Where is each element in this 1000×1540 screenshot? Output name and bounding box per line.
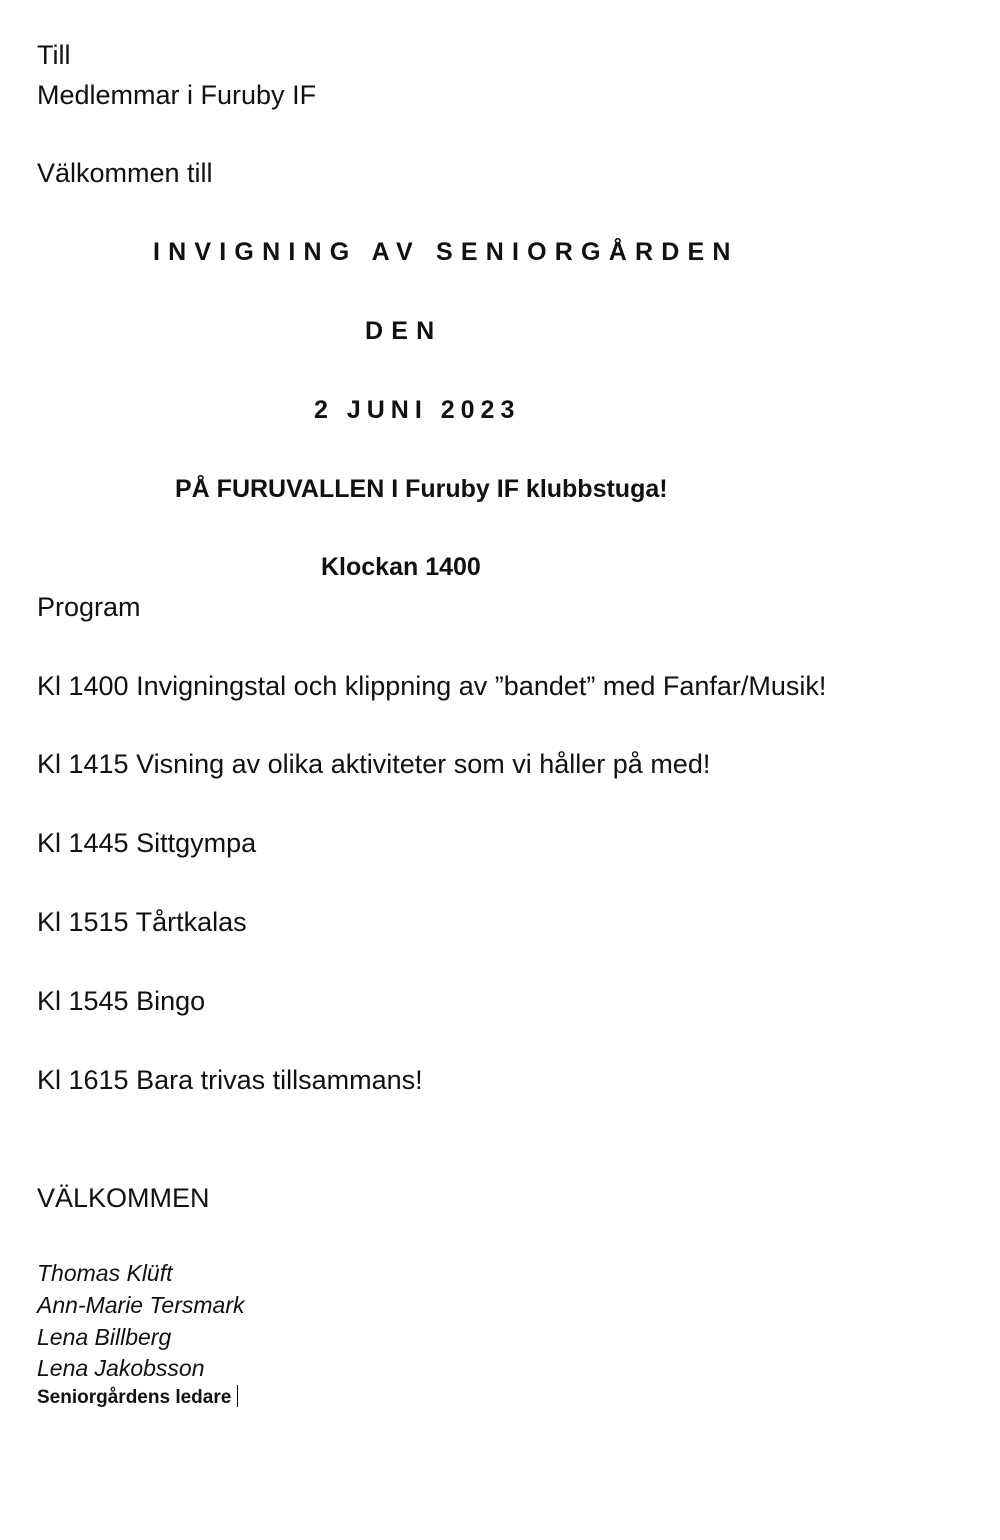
text-cursor <box>237 1385 238 1407</box>
welcome-intro: Välkommen till <box>37 158 213 188</box>
signature-name: Lena Billberg <box>37 1324 172 1350</box>
signature-name: Lena Jakobsson <box>37 1355 205 1381</box>
program-item: Kl 1400 Invigningstal och klippning av ”bandet” med Fanfar/Musik! <box>37 671 827 701</box>
program-item: Kl 1515 Tårtkalas <box>37 907 247 937</box>
event-place: PÅ FURUVALLEN I Furuby IF klubbstuga! <box>175 475 668 503</box>
event-date: 2 JUNI 2023 <box>314 396 521 424</box>
program-item: Kl 1415 Visning av olika aktiviteter som vi håller på med! <box>37 749 711 779</box>
signature-name: Thomas Klüft <box>37 1260 173 1286</box>
program-item: Kl 1615 Bara trivas tillsammans! <box>37 1065 423 1095</box>
event-time: Klockan 1400 <box>321 553 481 581</box>
event-title: INVIGNING AV SENIORGÅRDEN <box>153 238 739 266</box>
signature-role-text: Seniorgårdens ledare <box>37 1387 232 1408</box>
program-item: Kl 1445 Sittgympa <box>37 828 257 858</box>
closing-welcome: VÄLKOMMEN <box>37 1183 210 1213</box>
program-label: Program <box>37 592 141 622</box>
signature-name: Ann-Marie Tersmark <box>37 1292 245 1318</box>
program-item: Kl 1545 Bingo <box>37 986 206 1016</box>
signature-role <box>37 1385 238 1411</box>
recipient-line-1: Till <box>37 40 71 70</box>
recipient-line-2: Medlemmar i Furuby IF <box>37 80 317 110</box>
event-den: DEN <box>365 317 443 345</box>
